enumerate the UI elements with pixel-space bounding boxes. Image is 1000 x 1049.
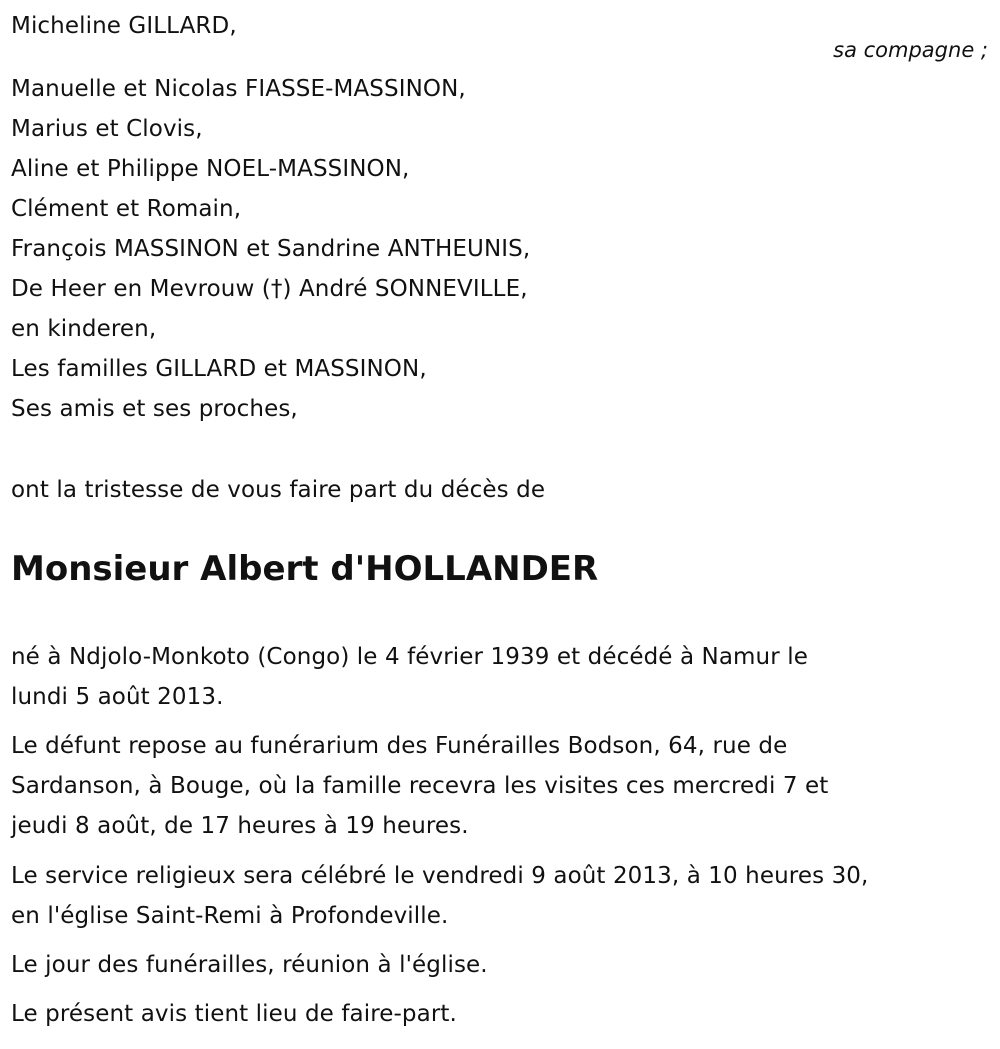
- paragraph-line: Le service religieux sera célébré le vendredi 9 août 2013, à 10 heures 30,: [11, 863, 869, 889]
- partner-relation: sa compagne ;: [833, 38, 988, 62]
- paragraph-line: né à Ndjolo-Monkoto (Congo) le 4 février 1939 et décédé à Namur le: [11, 644, 808, 670]
- family-line: Aline et Philippe NOEL-MASSINON,: [11, 156, 410, 182]
- family-line: Les familles GILLARD et MASSINON,: [11, 356, 427, 382]
- family-line: De Heer en Mevrouw (†) André SONNEVILLE,: [11, 276, 528, 302]
- notice-paragraph: Le présent avis tient lieu de faire-part.: [11, 1001, 457, 1027]
- deceased-name: Monsieur Albert d'HOLLANDER: [11, 549, 599, 589]
- family-line: en kinderen,: [11, 316, 157, 342]
- family-line: Ses amis et ses proches,: [11, 396, 298, 422]
- announcement-text: ont la tristesse de vous faire part du décès de: [11, 477, 546, 503]
- family-line: François MASSINON et Sandrine ANTHEUNIS,: [11, 236, 531, 262]
- family-line: Manuelle et Nicolas FIASSE-MASSINON,: [11, 76, 466, 102]
- meeting-paragraph: Le jour des funérailles, réunion à l'église.: [11, 952, 488, 978]
- paragraph-line: lundi 5 août 2013.: [11, 684, 224, 710]
- paragraph-line: en l'église Saint-Remi à Profondeville.: [11, 903, 449, 929]
- paragraph-line: Le défunt repose au funérarium des Funérailles Bodson, 64, rue de: [11, 733, 788, 759]
- paragraph-line: Sardanson, à Bouge, où la famille recevra les visites ces mercredi 7 et: [11, 773, 829, 799]
- paragraph-line: jeudi 8 août, de 17 heures à 19 heures.: [11, 813, 469, 839]
- family-line: Marius et Clovis,: [11, 116, 203, 142]
- family-line: Clément et Romain,: [11, 196, 242, 222]
- partner-name: Micheline GILLARD,: [11, 13, 237, 39]
